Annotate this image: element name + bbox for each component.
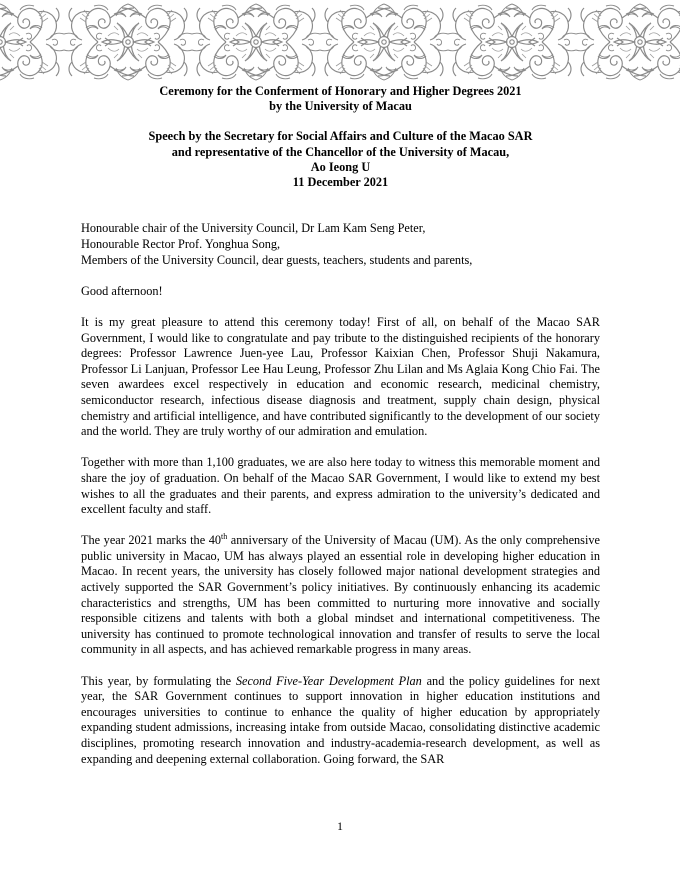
spacer-before-greeting [81,268,600,284]
body-paragraph-3 [81,533,600,658]
salutation-line-2: Honourable Rector Prof. Yonghua Song, [81,237,281,251]
p3-text-after-ordinal: anniversary of the University of Macau (UM). As the only comprehensive public university in Macao, UM has always played an essential role in developing higher education in Macao. In recent years, the university has closely followed major national development strategies and actively supported the SAR Government’s policy initiatives. By continuously enhancing its academic characteristics and strengths, UM has been committed to nurturing more innovative and socially responsible citizens and talents with both a global mindset and international competitiveness. The university has continued to promote technological innovation and transfer of results to serve the local community in all aspects, and has achieved remarkable progress in many areas. [81,533,600,657]
speech-date: 11 December 2021 [292,175,389,190]
document-title-block [81,84,600,190]
body-paragraph-4 [81,674,600,768]
salutation-line-1: Honourable chair of the University Council, Dr Lam Kam Seng Peter, [81,221,426,236]
anniversary-ordinal-superscript: th [221,532,228,542]
subtitle-line-2: and representative of the Chancellor of the University of Macau, [171,144,510,159]
salutation-block [81,221,600,268]
spacer-before-p2 [81,440,600,456]
document-page [0,84,680,880]
page-number-footer: 1 [337,819,343,833]
spacer-before-p4 [81,658,600,674]
speaker-name: Ao Ieong U [310,159,371,174]
document-content [81,84,600,767]
subtitle-line-1: Speech by the Secretary for Social Affairs and Culture of the Macao SAR [148,129,533,144]
greeting-text: Good afternoon! [81,283,163,298]
body-paragraph-1: It is my great pleasure to attend this ceremony today! First of all, on behalf of the Macao SAR Government, I would like to congratulate and pay tribute to the distinguished recipients of the honorary degrees: Professor Lawrence Juen-yee Lau, Professor Kaixian Chen, Professor Shuji Nakamura, Professor Li Lanjuan, Professor Lee Hau Leung, Professor Zhu Lilan and Ms Aglaia Kong Chio Fai. The seven awardees excel respectively in education and economic research, medicinal chemistry, semiconductor research, infectious disease diagnosis and treatment, supply chain design, physical chemistry and artificial intelligence, and have contributed significantly to the development of our society and the world. They are truly worthy of our admiration and emulation. [81,314,600,439]
title-spacer [81,114,600,129]
p4-text-before-italic: This year, by formulating the [81,673,236,688]
development-plan-title: Second Five-Year Development Plan [235,673,422,688]
body-paragraph-2: Together with more than 1,100 graduates, we are also here today to witness this memorable moment and share the joy of graduation. On behalf of the Macao SAR Government, I would like to extend my best wishes to all the graduates and their parents, and express admiration to the university’s dedicated and excellent faculty and staff. [81,455,600,517]
page-title-line-1: Ceremony for the Conferment of Honorary and Higher Degrees 2021 [159,84,522,98]
page-title-line-2: by the University of Macau [269,99,412,114]
spacer-before-p1 [81,299,600,315]
spacer-after-title-2 [81,206,600,222]
p4-text-after-italic: and the policy guidelines for next year, the SAR Government continues to support innovation in higher education institutions and encourages universities to continue to enhance the quality of higher education by appropriately expanding student admissions, increasing intake from outside Macao, consolidating distinctive academic disciplines, promoting research innovation and industry-academia-research development, as well as expanding and deepening external collaboration. Going forward, the SAR [81,673,601,766]
p3-text-before-ordinal: The year 2021 marks the 40 [81,533,222,548]
spacer-before-p3 [81,518,600,534]
salutation-line-3: Members of the University Council, dear guests, teachers, students and parents, [81,252,473,267]
floral-damask-border-ornament [0,0,680,84]
decorative-border-band [0,0,680,84]
spacer-after-title [81,190,600,206]
